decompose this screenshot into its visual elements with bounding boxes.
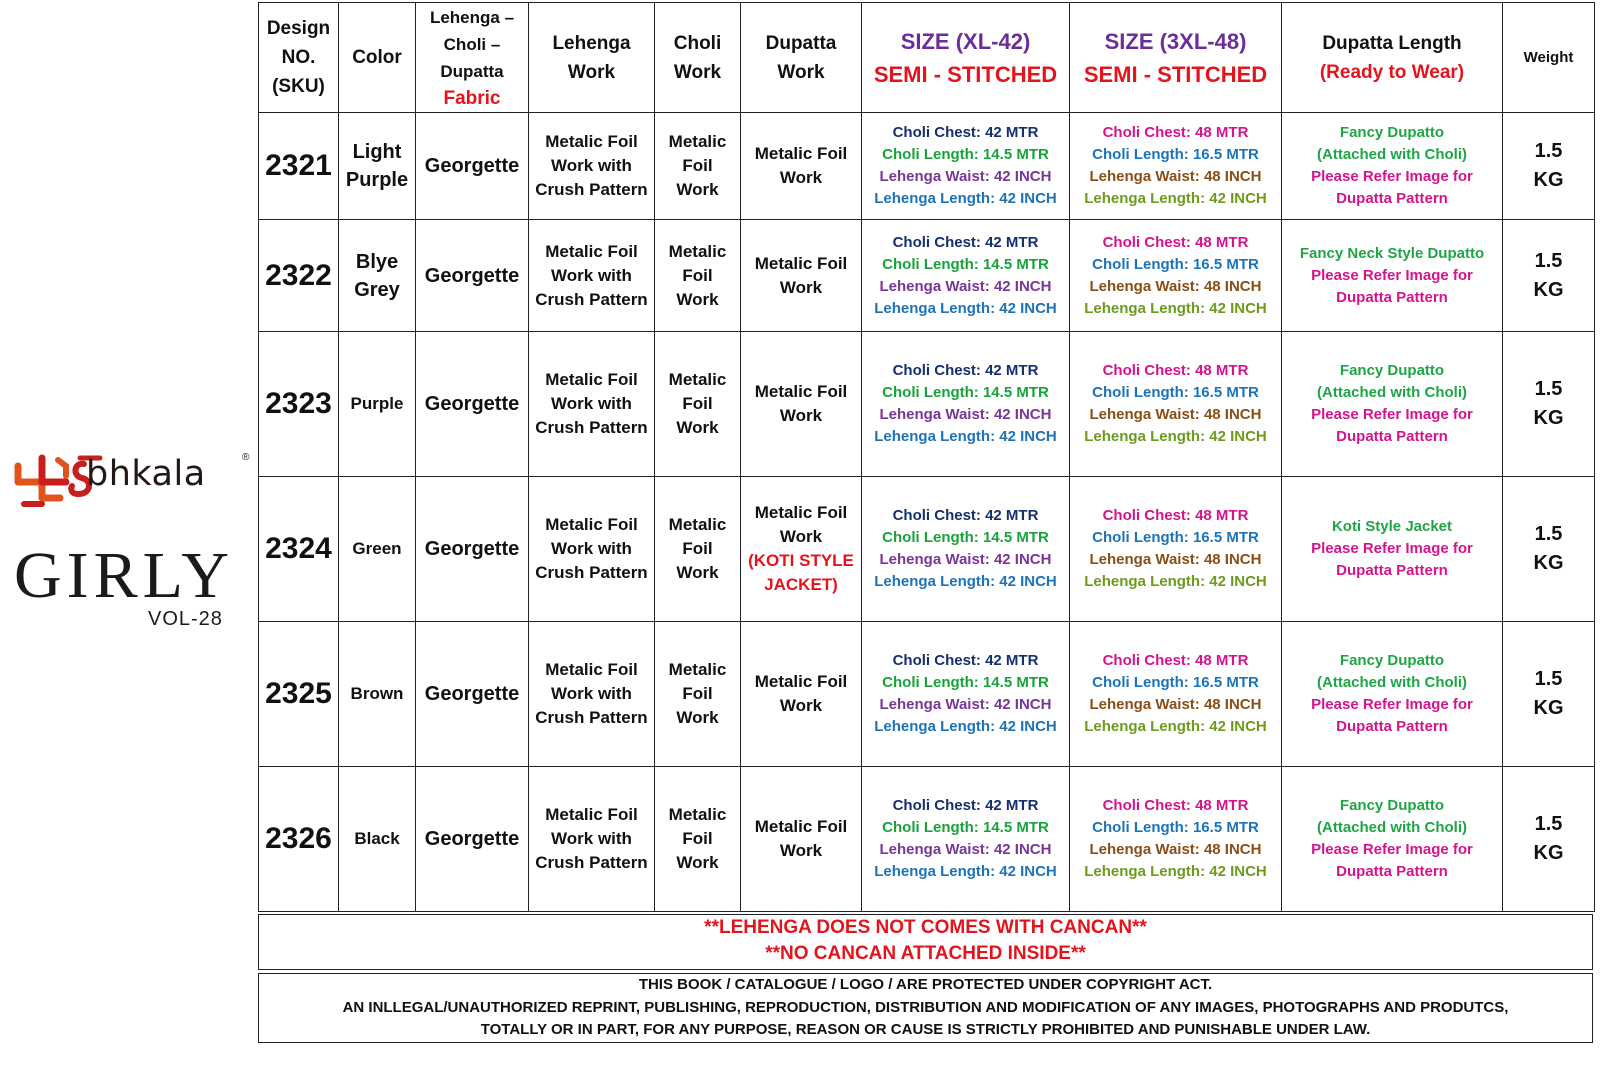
cancan-notice-line-2: **NO CANCAN ATTACHED INSIDE** (765, 943, 1086, 964)
copyright-line-2: AN INLLEGAL/UNAUTHORIZED REPRINT, PUBLISHING, REPRODUCTION, DISTRIBUTION AND MODIFICATION OF ANY IMAGES, PHOTOGRAPHS AND PRODUTCS, (342, 998, 1509, 1016)
spec-table-body (259, 113, 1595, 912)
color-cell: Brown (339, 622, 416, 767)
collection-title: GIRLY (14, 539, 235, 612)
dupatta-work-note: (KOTI STYLE JACKET) (748, 551, 854, 594)
dupatta-length-cell: Fancy Dupatto (Attached with Choli) Please Refer Image for Dupatta Pattern (1282, 767, 1503, 912)
size-xl-cell: Choli Chest: 42 MTR Choli Length: 14.5 MTR Lehenga Waist: 42 INCH Lehenga Length: 42 INCH (862, 113, 1070, 220)
header-choli-work: Choli Work (655, 3, 741, 113)
collection-volume: VOL-28 (148, 608, 223, 630)
header-lehenga-work: Lehenga Work (529, 3, 655, 113)
fabric-cell: Georgette (416, 767, 529, 912)
table-row (259, 332, 1595, 477)
weight-cell: 1.5 KG (1503, 220, 1595, 332)
registered-mark: ® (242, 452, 250, 463)
header-row (259, 3, 1595, 113)
dupatta-length-cell: Fancy Dupatto (Attached with Choli) Please Refer Image for Dupatta Pattern (1282, 332, 1503, 477)
size-3xl-cell: Choli Chest: 48 MTR Choli Length: 16.5 MTR Lehenga Waist: 48 INCH Lehenga Length: 42 INCH (1070, 477, 1282, 622)
size-xl-cell: Choli Chest: 42 MTR Choli Length: 14.5 MTR Lehenga Waist: 42 INCH Lehenga Length: 42 INCH (862, 622, 1070, 767)
choli-work-cell: Metalic Foil Work (655, 220, 741, 332)
lehenga-work-cell: Metalic Foil Work with Crush Pattern (529, 332, 655, 477)
logo-wordmark: bhkala (86, 454, 206, 494)
color-cell: Green (339, 477, 416, 622)
lehenga-work-cell: Metalic Foil Work with Crush Pattern (529, 220, 655, 332)
brand-panel (0, 0, 258, 1066)
size-3xl-cell: Choli Chest: 48 MTR Choli Length: 16.5 MTR Lehenga Waist: 48 INCH Lehenga Length: 42 INCH (1070, 220, 1282, 332)
table-row (259, 113, 1595, 220)
weight-cell: 1.5 KG (1503, 332, 1595, 477)
choli-work-cell: Metalic Foil Work (655, 113, 741, 220)
weight-cell: 1.5 KG (1503, 113, 1595, 220)
color-cell: Light Purple (339, 113, 416, 220)
spec-table (258, 2, 1595, 912)
header-size-3xl: SIZE (3XL-48) SEMI - STITCHED (1070, 3, 1282, 113)
dupatta-work-cell: Metalic Foil Work (741, 220, 862, 332)
size-xl-cell: Choli Chest: 42 MTR Choli Length: 14.5 MTR Lehenga Waist: 42 INCH Lehenga Length: 42 INCH (862, 332, 1070, 477)
size-3xl-cell: Choli Chest: 48 MTR Choli Length: 16.5 MTR Lehenga Waist: 48 INCH Lehenga Length: 42 INCH (1070, 767, 1282, 912)
lehenga-work-cell: Metalic Foil Work with Crush Pattern (529, 767, 655, 912)
lehenga-work-cell: Metalic Foil Work with Crush Pattern (529, 477, 655, 622)
weight-cell: 1.5 KG (1503, 622, 1595, 767)
header-size-xl: SIZE (XL-42) SEMI - STITCHED (862, 3, 1070, 113)
header-fabric: Lehenga – Choli – Dupatta Fabric (416, 3, 529, 113)
header-dupatta-work: Dupatta Work (741, 3, 862, 113)
table-row (259, 477, 1595, 622)
weight-cell: 1.5 KG (1503, 477, 1595, 622)
copyright-notice (258, 973, 1593, 1043)
fabric-cell: Georgette (416, 622, 529, 767)
sku-cell: 2326 (259, 767, 339, 912)
choli-work-cell: Metalic Foil Work (655, 767, 741, 912)
table-row (259, 220, 1595, 332)
header-weight: Weight (1503, 3, 1595, 113)
color-cell: Blye Grey (339, 220, 416, 332)
sku-cell: 2321 (259, 113, 339, 220)
copyright-line-3: TOTALLY OR IN PART, FOR ANY PURPOSE, REASON OR CAUSE IS STRICTLY PROHIBITED AND PUNISHABLE UNDER LAW. (480, 1021, 1371, 1038)
cancan-notice (258, 914, 1593, 970)
fabric-cell: Georgette (416, 113, 529, 220)
brand-logo (14, 452, 250, 516)
size-3xl-cell: Choli Chest: 48 MTR Choli Length: 16.5 MTR Lehenga Waist: 48 INCH Lehenga Length: 42 INCH (1070, 332, 1282, 477)
choli-work-cell: Metalic Foil Work (655, 622, 741, 767)
dupatta-length-cell: Fancy Dupatto (Attached with Choli) Please Refer Image for Dupatta Pattern (1282, 622, 1503, 767)
header-design-no: Design NO. (SKU) (259, 3, 339, 113)
dupatta-work-cell: Metalic Foil Work (741, 113, 862, 220)
dupatta-work-cell: Metalic Foil Work (741, 767, 862, 912)
color-cell: Black (339, 767, 416, 912)
size-xl-cell: Choli Chest: 42 MTR Choli Length: 14.5 MTR Lehenga Waist: 42 INCH Lehenga Length: 42 INCH (862, 767, 1070, 912)
lehenga-work-cell: Metalic Foil Work with Crush Pattern (529, 113, 655, 220)
fabric-cell: Georgette (416, 332, 529, 477)
dupatta-length-cell: Koti Style Jacket Please Refer Image for Dupatta Pattern (1282, 477, 1503, 622)
copyright-line-1: THIS BOOK / CATALOGUE / LOGO / ARE PROTECTED UNDER COPYRIGHT ACT. (638, 976, 1213, 993)
size-3xl-cell: Choli Chest: 48 MTR Choli Length: 16.5 MTR Lehenga Waist: 48 INCH Lehenga Length: 42 INCH (1070, 622, 1282, 767)
dupatta-work-cell: Metalic Foil Work (741, 622, 862, 767)
size-xl-cell: Choli Chest: 42 MTR Choli Length: 14.5 MTR Lehenga Waist: 42 INCH Lehenga Length: 42 INCH (862, 477, 1070, 622)
fabric-cell: Georgette (416, 477, 529, 622)
header-color: Color (339, 3, 416, 113)
size-xl-cell: Choli Chest: 42 MTR Choli Length: 14.5 MTR Lehenga Waist: 42 INCH Lehenga Length: 42 INCH (862, 220, 1070, 332)
sku-cell: 2325 (259, 622, 339, 767)
dupatta-work-cell: Metalic Foil Work (741, 332, 862, 477)
dupatta-work-cell: Metalic Foil Work (KOTI STYLE JACKET) (741, 477, 862, 622)
fabric-cell: Georgette (416, 220, 529, 332)
cancan-notice-line-1: **LEHENGA DOES NOT COMES WITH CANCAN** (704, 917, 1147, 938)
dupatta-length-cell: Fancy Dupatto (Attached with Choli) Please Refer Image for Dupatta Pattern (1282, 113, 1503, 220)
color-cell: Purple (339, 332, 416, 477)
weight-cell: 1.5 KG (1503, 767, 1595, 912)
sku-cell: 2322 (259, 220, 339, 332)
sku-cell: 2323 (259, 332, 339, 477)
sku-cell: 2324 (259, 477, 339, 622)
size-3xl-cell: Choli Chest: 48 MTR Choli Length: 16.5 MTR Lehenga Waist: 48 INCH Lehenga Length: 42 INCH (1070, 113, 1282, 220)
choli-work-cell: Metalic Foil Work (655, 332, 741, 477)
choli-work-cell: Metalic Foil Work (655, 477, 741, 622)
table-row (259, 767, 1595, 912)
lehenga-work-cell: Metalic Foil Work with Crush Pattern (529, 622, 655, 767)
dupatta-length-cell: Fancy Neck Style Dupatto Please Refer Image for Dupatta Pattern (1282, 220, 1503, 332)
header-dupatta-length: Dupatta Length (Ready to Wear) (1282, 3, 1503, 113)
table-row (259, 622, 1595, 767)
